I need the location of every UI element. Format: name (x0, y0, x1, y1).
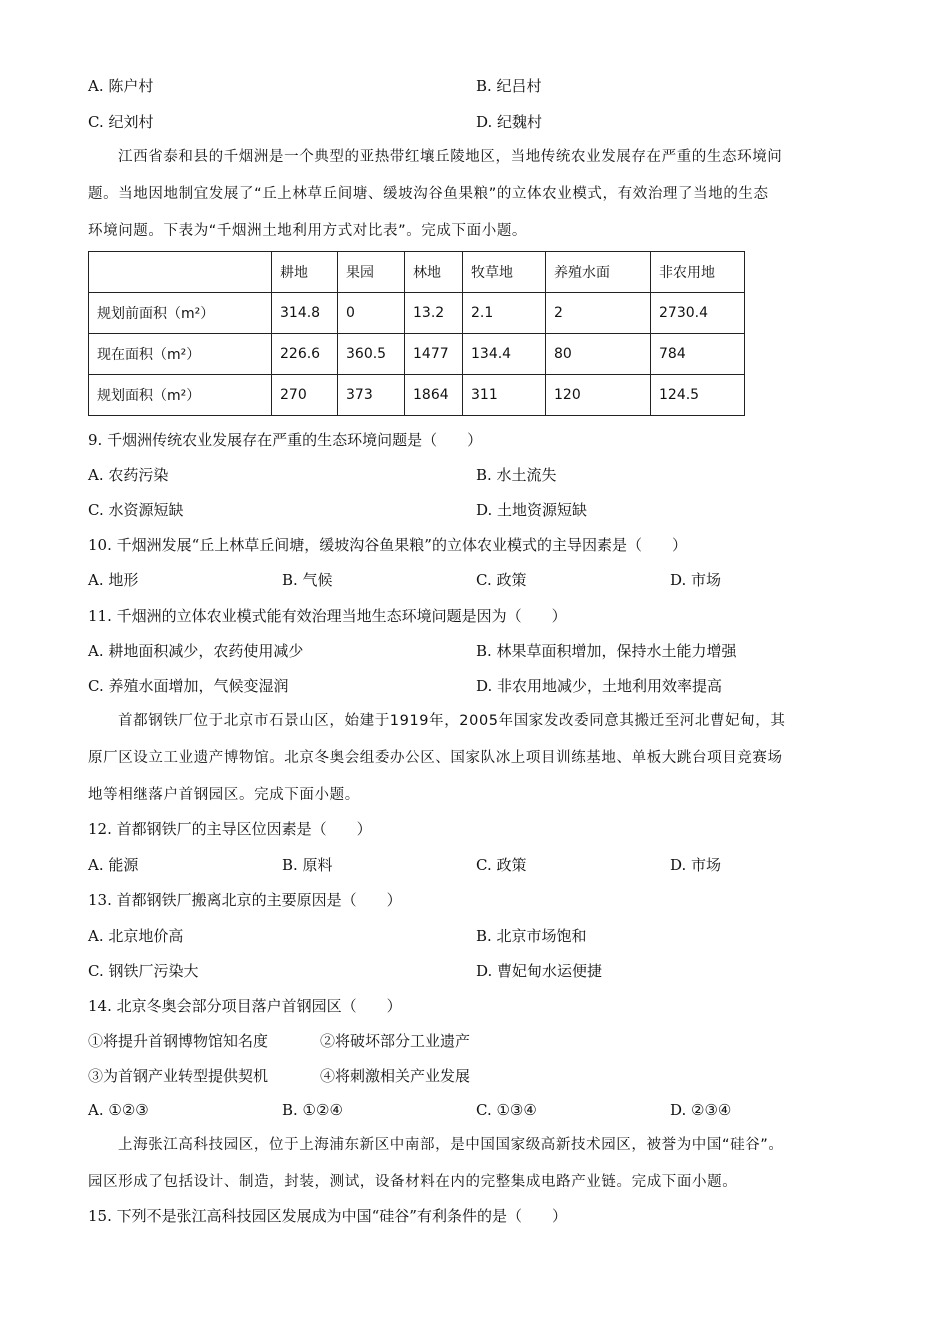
passage1-line2: 题。当地因地制宜发展了“丘上林草丘间塘、缓坡沟谷鱼果粮”的立体农业模式，有效治理了当地的生态 (88, 186, 769, 202)
option-a: A. 陈户村 (88, 77, 154, 95)
q14-statement-2: ②将破坏部分工业遗产 (320, 1032, 471, 1050)
table-cell: 124.5 (651, 375, 745, 416)
q14-statement-1: ①将提升首钢博物馆知名度 (88, 1032, 269, 1050)
q11-stem: 11. 千烟洲的立体农业模式能有效治理当地生态环境问题是因为（ ） (88, 607, 567, 625)
q11-option-d: D. 非农用地减少，土地利用效率提高 (476, 677, 723, 695)
option-d: D. 纪魏村 (476, 113, 543, 131)
table-cell: 134.4 (463, 334, 546, 375)
q12-option-a: A. 能源 (88, 856, 139, 874)
passage2-line1: 首都钢铁厂位于北京市石景山区，始建于1919年，2005年国家发改委同意其搬迁至河北曹妃甸，其 (118, 713, 786, 729)
q12-option-b: B. 原料 (282, 856, 333, 874)
q11-option-a: A. 耕地面积减少，农药使用减少 (88, 642, 304, 660)
q13-option-d: D. 曹妃甸水运便捷 (476, 962, 603, 980)
table-cell: 规划前面积（m²） (89, 293, 272, 334)
table-cell: 规划面积（m²） (89, 375, 272, 416)
table-header-cell: 非农用地 (651, 252, 745, 293)
q9-option-d: D. 土地资源短缺 (476, 501, 588, 519)
q10-option-c: C. 政策 (476, 571, 527, 589)
q14-stem: 14. 北京冬奥会部分项目落户首钢园区（ ） (88, 997, 402, 1015)
table-header-row (89, 252, 745, 293)
q14-option-a: A. ①②③ (88, 1101, 149, 1119)
q14-option-c: C. ①③④ (476, 1101, 537, 1119)
q9-option-a: A. 农药污染 (88, 466, 169, 484)
q11-option-c: C. 养殖水面增加，气候变湿润 (88, 677, 289, 695)
table-row (89, 293, 745, 334)
table-header-cell: 养殖水面 (546, 252, 651, 293)
table-cell: 0 (338, 293, 405, 334)
q10-stem: 10. 千烟洲发展“丘上林草丘间塘，缓坡沟谷鱼果粮”的立体农业模式的主导因素是（ ） (88, 536, 687, 554)
table-cell: 311 (463, 375, 546, 416)
passage3-line1: 上海张江高科技园区，位于上海浦东新区中南部，是中国国家级高新技术园区，被誉为中国“硅谷”。 (118, 1137, 784, 1153)
land-use-table (88, 251, 745, 416)
table-cell: 784 (651, 334, 745, 375)
passage1-line3: 环境问题。下表为“千烟洲土地利用方式对比表”。完成下面小题。 (88, 223, 528, 239)
q14-option-b: B. ①②④ (282, 1101, 343, 1119)
q13-option-c: C. 钢铁厂污染大 (88, 962, 199, 980)
q14-statement-4: ④将刺激相关产业发展 (320, 1067, 471, 1085)
q13-stem: 13. 首都钢铁厂搬离北京的主要原因是（ ） (88, 891, 402, 909)
table-row (89, 334, 745, 375)
passage2-line3: 地等相继落户首钢园区。完成下面小题。 (88, 787, 360, 803)
q12-stem: 12. 首都钢铁厂的主导区位因素是（ ） (88, 820, 372, 838)
q13-option-b: B. 北京市场饱和 (476, 927, 587, 945)
q9-option-b: B. 水土流失 (476, 466, 557, 484)
option-c: C. 纪刘村 (88, 113, 154, 131)
passage2-line2: 原厂区设立工业遗产博物馆。北京冬奥会组委办公区、国家队冰上项目训练基地、单板大跳台项目竞赛场 (88, 750, 783, 766)
table-header-cell: 果园 (338, 252, 405, 293)
table-cell: 2730.4 (651, 293, 745, 334)
table-cell: 现在面积（m²） (89, 334, 272, 375)
q14-statement-3: ③为首钢产业转型提供契机 (88, 1067, 269, 1085)
q13-option-a: A. 北京地价高 (88, 927, 184, 945)
table-cell: 1477 (405, 334, 463, 375)
q10-option-a: A. 地形 (88, 571, 139, 589)
table-cell: 2.1 (463, 293, 546, 334)
table-cell: 120 (546, 375, 651, 416)
q12-option-c: C. 政策 (476, 856, 527, 874)
table-cell: 1864 (405, 375, 463, 416)
passage3-line2: 园区形成了包括设计、制造，封装，测试，设备材料在内的完整集成电路产业链。完成下面小题。 (88, 1174, 738, 1190)
table-header-cell: 林地 (405, 252, 463, 293)
table-cell: 314.8 (272, 293, 338, 334)
passage1-line1: 江西省泰和县的千烟洲是一个典型的亚热带红壤丘陵地区，当地传统农业发展存在严重的生态环境问 (118, 149, 783, 165)
q9-option-c: C. 水资源短缺 (88, 501, 184, 519)
table-header-cell: 牧草地 (463, 252, 546, 293)
table-cell: 360.5 (338, 334, 405, 375)
q14-option-d: D. ②③④ (670, 1101, 732, 1119)
table-cell: 270 (272, 375, 338, 416)
table-cell: 2 (546, 293, 651, 334)
q9-stem: 9. 千烟洲传统农业发展存在严重的生态环境问题是（ ） (88, 431, 483, 449)
q15-stem: 15. 下列不是张江高科技园区发展成为中国“硅谷”有利条件的是（ ） (88, 1207, 567, 1225)
table-header-cell: 耕地 (272, 252, 338, 293)
q12-option-d: D. 市场 (670, 856, 722, 874)
table-cell: 13.2 (405, 293, 463, 334)
q11-option-b: B. 林果草面积增加，保持水土能力增强 (476, 642, 737, 660)
table-row (89, 375, 745, 416)
table-cell: 373 (338, 375, 405, 416)
table-cell: 80 (546, 334, 651, 375)
option-b: B. 纪吕村 (476, 77, 542, 95)
table-header-cell (89, 252, 272, 293)
q10-option-b: B. 气候 (282, 571, 333, 589)
q10-option-d: D. 市场 (670, 571, 722, 589)
table-cell: 226.6 (272, 334, 338, 375)
